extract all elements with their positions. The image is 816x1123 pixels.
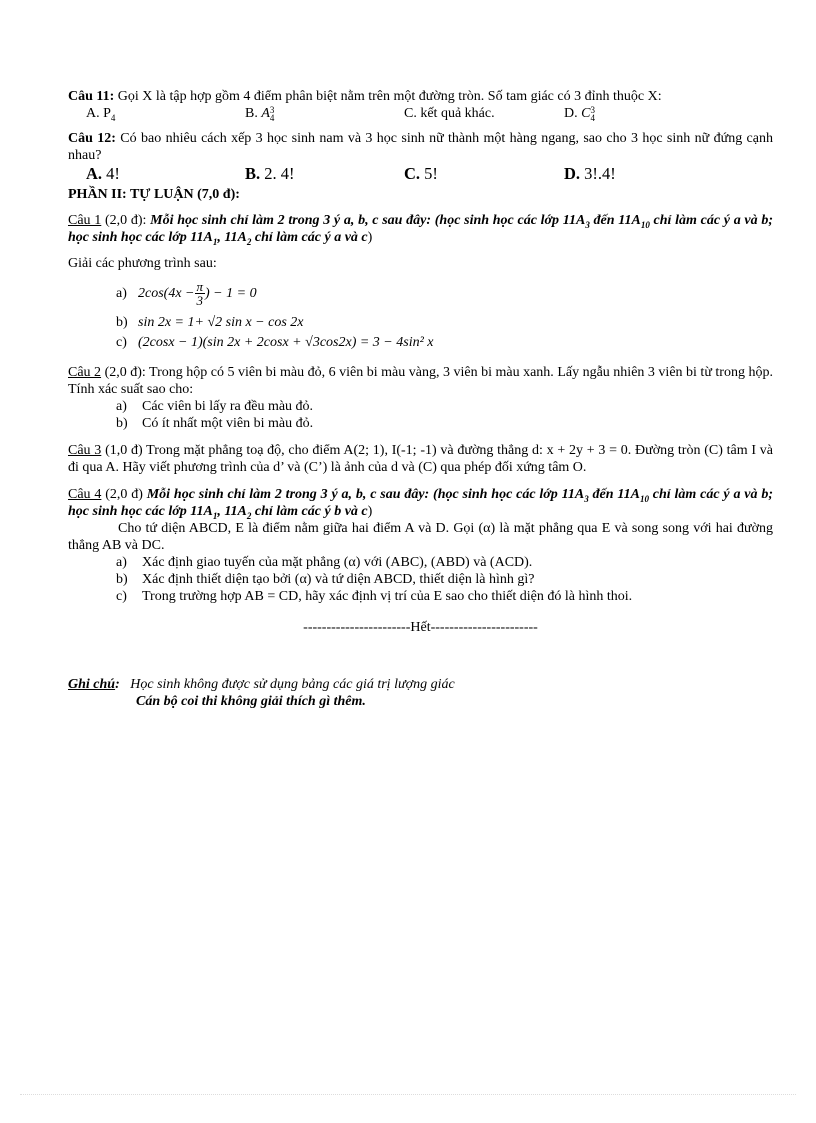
equation-1b (116, 312, 773, 332)
equation-1a-label: a) (116, 285, 127, 301)
essay-2-text: (2,0 đ): Trong hộp có 5 viên bi màu đỏ, 6 viên bi màu vàng, 3 viên bi màu xanh. Lấy ngẫu nhiên 3 viên bi từ trong hộp. Tính xác suất sao cho: (68, 365, 773, 397)
essay-1-instr-d: , 11A (217, 230, 247, 245)
q11-option-a-label: A. (86, 106, 100, 121)
essay-4-instr-e: chỉ làm các ý b và c (251, 504, 368, 519)
q11-option-d (564, 105, 595, 122)
essay-1-instr-s2: 10 (640, 219, 650, 230)
essay-1-instr-b: đến 11A (589, 213, 641, 228)
essay-2-item-b (116, 415, 773, 432)
essay-4-instr-s2: 10 (639, 493, 649, 504)
q12-option-a (86, 164, 245, 184)
essay-3-label: Câu 3 (68, 443, 102, 458)
essay-4-instruction (68, 487, 773, 519)
essay-4-points: (2,0 đ) (101, 487, 147, 502)
equation-1a-post: ) − 1 = 0 (205, 285, 257, 301)
essay-4-instr-f: ) (367, 504, 373, 519)
essay-2-item-b-text: Có ít nhất một viên bi màu đỏ. (142, 416, 314, 431)
q11-option-c (404, 105, 564, 122)
essay-2-item-b-label: b) (116, 416, 128, 431)
essay-4-item-b (116, 571, 773, 588)
equation-1a-pre: 2cos(4x − (138, 285, 195, 301)
question-12-label: Câu 12: (68, 131, 116, 146)
q11-option-c-text: kết quả khác. (420, 106, 495, 121)
equation-1c-label: c) (116, 334, 127, 350)
q11-option-b-sup: 3 (269, 104, 275, 115)
essay-4-label: Câu 4 (68, 487, 102, 502)
q12-option-b (245, 164, 404, 184)
q11-option-b-sub: 4 (269, 112, 275, 123)
essay-question-1 (68, 212, 773, 246)
q11-option-d-label: D. (564, 106, 578, 121)
essay-4-instr-c: chỉ làm các ý a và b; học sinh học các lớp 11A (68, 487, 774, 519)
equation-1b-text: sin 2x = 1+ √2 sin x − cos 2x (138, 314, 304, 330)
q11-option-b (245, 105, 404, 122)
q11-option-c-label: C. (404, 106, 417, 121)
question-11-options (86, 105, 773, 122)
q12-option-a-label: A. (86, 164, 103, 183)
equation-1a (116, 276, 773, 310)
question-12-options (86, 164, 773, 184)
essay-4-instr-s4: 2 (246, 510, 252, 521)
essay-4-item-c-label: c) (116, 589, 127, 604)
q12-option-d (564, 164, 616, 184)
footnote (68, 676, 773, 710)
essay-4-item-a-label: a) (116, 555, 127, 570)
question-11 (68, 88, 773, 105)
essay-4-item-b-text: Xác định thiết diện tạo bởi (α) và tứ diện ABCD, thiết diện là hình gì? (142, 572, 535, 587)
equation-1a-numerator: π (196, 278, 204, 294)
q12-option-d-text: 3!.4! (580, 164, 616, 183)
essay-2-item-a (116, 398, 773, 415)
essay-4-instr-d: , 11A (217, 504, 247, 519)
exam-page (68, 88, 773, 710)
question-12-text: Có bao nhiêu cách xếp 3 học sinh nam và 3 học sinh nữ thành một hàng ngang, sao cho 3 học sinh nữ đứng cạnh nhau? (68, 131, 773, 163)
essay-2-item-a-text: Các viên bi lấy ra đều màu đỏ. (142, 399, 314, 414)
essay-1-intro: Giải các phương trình sau: (68, 256, 217, 271)
essay-1-points: (2,0 đ): (101, 213, 151, 228)
essay-1-instr-f: ) (367, 230, 373, 245)
part-2-title: PHẦN II: TỰ LUẬN (7,0 đ): (68, 187, 240, 202)
q12-option-d-label: D. (564, 164, 581, 183)
q11-option-d-text: C (581, 106, 591, 121)
q11-option-b-label: B. (245, 106, 258, 121)
essay-2-label: Câu 2 (68, 365, 102, 380)
q11-option-d-sub: 4 (590, 112, 595, 123)
question-11-text: Gọi X là tập hợp gồm 4 điểm phân biệt nằm trên một đường tròn. Số tam giác có 3 đỉnh thuộc X: (114, 89, 662, 104)
essay-4-instr-s1: 3 (584, 493, 589, 504)
footnote-text-1: Học sinh không được sử dụng bảng các giá trị lượng giác (130, 677, 455, 692)
footnote-line-1 (68, 676, 773, 693)
equation-1c (116, 332, 773, 352)
question-11-label: Câu 11: (68, 89, 115, 104)
essay-1-label: Câu 1 (68, 213, 102, 228)
equation-1a-fraction (195, 280, 206, 307)
end-marker: -----------------------Hết----------------------- (303, 620, 538, 635)
q11-option-a-text: P (103, 106, 111, 121)
q12-option-c-label: C. (404, 164, 421, 183)
essay-4-item-a-text: Xác định giao tuyến của mặt phẳng (α) với (ABC), (ABD) và (ACD). (142, 555, 533, 570)
essay-1-instr-s4: 2 (246, 236, 252, 247)
essay-2-item-a-label: a) (116, 399, 127, 414)
essay-1-instr-c: chỉ làm các ý a và b; học sinh học các lớp 11A (68, 213, 774, 245)
essay-3-text: (1,0 đ) Trong mặt phẳng toạ độ, cho điểm A(2; 1), I(-1; -1) và đường thẳng d: x + 2y + 3 = 0. Đường tròn (C) tâm I và đi qua A. Hãy viết phương trình của d’ và (C’) là ảnh của d và (C) qua phép đối xứng tâm O. (68, 443, 773, 475)
essay-1-instr-a: Mỗi học sinh chỉ làm 2 trong 3 ý a, b, c sau đây: (học sinh học các lớp 11A (150, 213, 586, 228)
footnote-label: Ghi chú (68, 677, 116, 692)
equation-1a-denominator: 3 (196, 292, 203, 308)
footnote-line-2: Cán bộ coi thi không giải thích gì thêm. (136, 694, 366, 709)
essay-4-item-a (116, 554, 773, 571)
q12-option-c (404, 164, 564, 184)
question-12 (68, 130, 773, 164)
q12-option-c-text: 5! (420, 164, 438, 183)
essay-4-item-b-label: b) (116, 572, 128, 587)
q12-option-b-text: 2. 4! (260, 164, 295, 183)
essay-4-intro: Cho tứ diện ABCD, E là điểm nằm giữa hai điểm A và D. Gọi (α) là mặt phẳng qua E và song song với hai đường thẳng AB và DC. (68, 521, 773, 553)
q11-option-a (86, 105, 245, 122)
q12-option-b-label: B. (245, 164, 261, 183)
essay-1-instr-e: chỉ làm các ý a và c (251, 230, 368, 245)
q11-option-d-sup: 3 (590, 104, 595, 115)
q11-option-b-text: A (261, 106, 270, 121)
q12-option-a-text: 4! (102, 164, 120, 183)
footnote-colon: : (115, 677, 120, 692)
essay-question-4 (68, 486, 773, 520)
equation-1b-label: b) (116, 314, 128, 330)
page-bottom-divider (20, 1094, 796, 1095)
essay-4-item-c-text: Trong trường hợp AB = CD, hãy xác định vị trí của E sao cho thiết diện đó là hình thoi. (142, 589, 633, 604)
essay-4-instr-b: đến 11A (588, 487, 640, 502)
essay-4-item-c (116, 588, 773, 605)
essay-question-2 (68, 364, 773, 398)
essay-1-instr-s3: 1 (212, 236, 218, 247)
essay-1-instruction (68, 213, 773, 245)
essay-question-3 (68, 442, 773, 476)
q11-option-a-sub: 4 (110, 112, 116, 123)
equation-1c-text: (2cosx − 1)(sin 2x + 2cosx + √3cos2x) = 3 − 4sin² x (138, 334, 434, 350)
essay-4-instr-a: Mỗi học sinh chỉ làm 2 trong 3 ý a, b, c sau đây: (học sinh học các lớp 11A (146, 487, 585, 502)
essay-4-instr-s3: 1 (212, 510, 218, 521)
essay-1-instr-s1: 3 (585, 219, 590, 230)
